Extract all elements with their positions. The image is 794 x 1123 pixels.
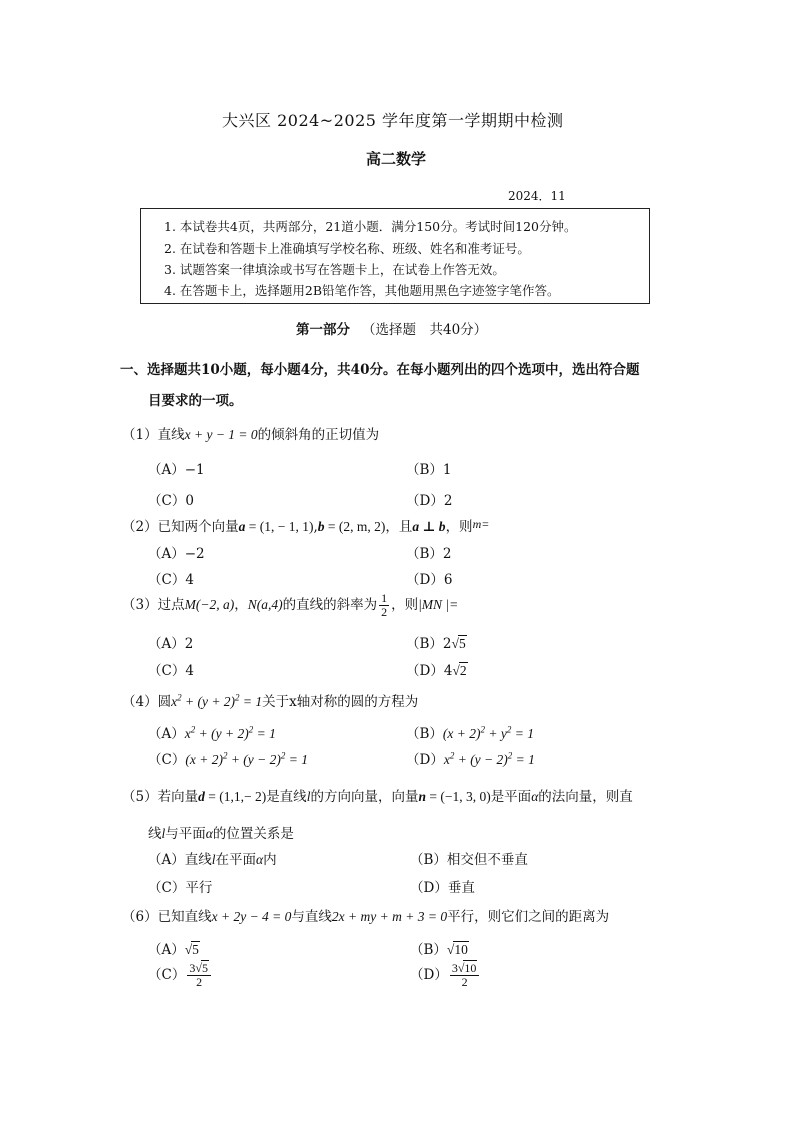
q6-a-label: （A）	[148, 942, 185, 958]
q4-a-equation: $x^2 + (y + 2)^2 = 1$	[184, 724, 276, 741]
q2-vector-b-value: = (2, m, 2)	[324, 519, 386, 534]
q2-option-a: （A）−2	[148, 546, 205, 562]
q5-line2-l: l	[161, 826, 166, 841]
q5-text-mid3: 是平面	[490, 789, 532, 805]
q3-option-c: （C）4	[148, 663, 194, 679]
q6-c-label: （C）	[148, 967, 186, 983]
q3-text-post: ，则	[391, 597, 419, 613]
question-6	[122, 905, 609, 925]
q6-b-sqrt: √10	[446, 942, 468, 957]
q5-text-pre: 若向量	[157, 789, 199, 805]
q5-a-pre: （A）直线	[148, 852, 212, 868]
q2-option-b: （B）2	[406, 546, 452, 562]
q3-text-pre: 过点	[157, 597, 185, 613]
q1-text-post: 的倾斜角的正切值为	[257, 427, 380, 443]
q6-d-fraction	[450, 962, 480, 989]
q4-number: （4）	[122, 694, 158, 710]
q6-text-pre: 已知直线	[157, 909, 212, 925]
q1-number: （1）	[122, 427, 158, 443]
question-2: （2）已知两个向量a = (1, − 1, 1),b = (2, m, 2)，且a ⊥ b，则m=	[122, 517, 490, 535]
q6-a-radicand: 5	[192, 942, 199, 957]
q3-frac-den: 2	[381, 605, 388, 619]
exam-date: 2024．11	[508, 189, 566, 203]
q6-d-label: （D）	[410, 967, 448, 983]
notice-line-4: 4. 在答题卡上，选择题用2B铅笔作答，其他题用黑色字迹签字笔作答。	[164, 283, 560, 298]
q5-vector-d: d	[198, 789, 205, 804]
part-note: （选择题 共40分）	[362, 322, 488, 338]
q5-option-a	[148, 848, 277, 868]
q1-option-a: （A）−1	[148, 462, 205, 478]
q5-option-c: （C）平行	[148, 880, 213, 896]
q4-c-label: （C）	[148, 752, 186, 768]
q6-text-post: 平行，则它们之间的距离为	[447, 909, 610, 925]
exam-title: 大兴区 2024~2025 学年度第一学期期中检测	[222, 111, 564, 130]
q6-c-radicand: 5	[201, 961, 208, 975]
q5-vector-n: n	[418, 789, 426, 804]
q6-equation-1: x + 2y − 4 = 0	[211, 909, 292, 924]
q2-option-c: （C）4	[148, 572, 194, 588]
q6-equation-2: 2x + my + m + 3 = 0	[331, 909, 448, 924]
q6-c-fraction	[187, 962, 211, 989]
q6-option-c	[148, 962, 213, 989]
q2-text-mid: ，且	[385, 519, 413, 535]
q4-option-d	[406, 748, 535, 768]
q4-a-label: （A）	[148, 726, 185, 742]
q2-vector-a: a	[238, 519, 246, 534]
q3-option-a: （A）2	[148, 636, 194, 652]
q6-d-denominator: 2	[461, 975, 468, 989]
q4-b-label: （B）	[406, 726, 443, 742]
q4-option-a	[148, 722, 276, 742]
q4-option-c	[148, 748, 308, 768]
q4-text-post: 关于x轴对称的圆的方程为	[262, 694, 419, 710]
q5-option-b: （B）相交但不垂直	[410, 852, 528, 868]
q1-option-d: （D）2	[406, 493, 453, 509]
notice-line-1: 1. 本试卷共4页，共两部分，21道小题．满分150分。考试时间120分钟。	[164, 219, 577, 234]
q5-plane-alpha: α	[531, 789, 539, 804]
q6-b-radicand: 10	[454, 942, 468, 957]
q3-d-sqrt: √2	[452, 663, 467, 678]
question-5-line2	[148, 822, 294, 842]
q3-separator: ，	[234, 597, 248, 613]
q2-unknown: m=	[472, 517, 490, 531]
q2-option-d: （D）6	[406, 572, 453, 588]
q3-b-label: （B）2	[406, 636, 452, 652]
q5-a-l: l	[211, 852, 216, 867]
q6-c-numerator: 3√5	[187, 962, 211, 976]
q1-option-b: （B）1	[406, 462, 452, 478]
q5-line2-pre: 线	[148, 826, 162, 842]
q5-a-mid: 在平面	[215, 852, 257, 868]
notice-line-2: 2. 在试卷和答题卡上准确填写学校名称、班级、姓名和准考证号。	[164, 241, 530, 256]
q5-option-d: （D）垂直	[410, 880, 475, 896]
q5-text-mid4: 的法向量，则直	[538, 789, 633, 805]
subject-title: 高二数学	[366, 150, 427, 168]
q5-a-alpha: α	[256, 852, 264, 867]
q3-fraction	[379, 592, 389, 619]
question-3	[122, 592, 458, 619]
q3-d-radicand: 2	[459, 663, 467, 678]
q3-d-label: （D）4	[406, 663, 453, 679]
q6-c-coef: 3	[189, 961, 196, 975]
q5-text-mid1: 是直线	[266, 789, 307, 805]
q2-perp: a ⊥ b	[412, 519, 446, 534]
q5-line2-post: 的位置关系是	[212, 826, 294, 842]
q2-number: （2）	[122, 519, 158, 535]
q3-b-sqrt: √5	[451, 636, 466, 651]
q6-d-coef: 3	[451, 961, 458, 975]
q6-option-a	[148, 938, 200, 958]
q6-number: （6）	[122, 909, 158, 925]
q3-abs: |MN |=	[418, 597, 459, 612]
q5-a-post: 内	[263, 852, 277, 868]
q4-d-label: （D）	[406, 752, 444, 768]
q5-number: （5）	[122, 789, 158, 805]
q6-c-denominator: 2	[196, 975, 203, 989]
question-4	[122, 690, 418, 710]
q3-b-radicand: 5	[458, 636, 466, 651]
q2-text-pre: 已知两个向量	[157, 519, 239, 535]
q4-option-b	[406, 722, 534, 742]
q4-text-pre: 圆	[157, 694, 172, 710]
q5-vector-d-value: = (1,1,− 2)	[204, 789, 267, 804]
q4-d-equation: $x^2 + (y - 2)^2 = 1$	[443, 750, 535, 767]
part-heading	[296, 318, 487, 338]
notice-line-3: 3. 试题答案一律填涂或书写在答题卡上，在试卷上作答无效。	[164, 262, 505, 277]
q5-line2-alpha: α	[205, 826, 213, 841]
q4-c-equation: $(x + 2)^2 + (y - 2)^2 = 1$	[185, 750, 309, 767]
q4-b-equation: $(x + 2)^2 + y^2 = 1$	[442, 724, 534, 741]
notice-box	[140, 208, 650, 304]
q4-circle-equation: $x^2 + (y + 2)^2 = 1$	[171, 692, 263, 709]
q1-option-c: （C）0	[148, 493, 194, 509]
question-1	[122, 423, 379, 443]
q5-vector-n-value: = (−1, 3, 0)	[425, 789, 491, 804]
section-instruction-line1: 一、选择题共10小题，每小题4分，共40分。在每小题列出的四个选项中，选出符合题	[120, 362, 640, 378]
q3-text-mid: 的直线的斜率为	[282, 597, 378, 613]
section-instruction-line2: 目要求的一项。	[148, 393, 243, 409]
q5-text-mid2: 的方向向量，向量	[310, 789, 419, 805]
q6-option-b	[410, 938, 469, 958]
q2-vector-a-value: = (1, − 1, 1)	[245, 519, 314, 534]
q6-d-numerator: 3√10	[450, 962, 480, 976]
q3-number: （3）	[122, 597, 158, 613]
q6-text-mid: 与直线	[291, 909, 332, 925]
q1-text-pre: 直线	[157, 427, 185, 443]
q2-text-post: ，则	[445, 519, 473, 535]
q3-frac-num: 1	[381, 591, 388, 605]
q3-point-n: N(a,4)	[247, 597, 283, 612]
part-title: 第一部分	[296, 322, 350, 338]
q5-line-l: l	[306, 789, 311, 804]
q6-a-sqrt: √5	[184, 942, 199, 957]
q6-b-label: （B）	[410, 942, 447, 958]
q2-vector-b: b	[317, 519, 325, 534]
q6-option-d	[410, 962, 481, 989]
q5-line2-mid: 与平面	[165, 826, 206, 842]
q6-d-radicand: 10	[464, 961, 477, 975]
q3-point-m: M(−2, a)	[184, 597, 235, 612]
q3-option-d	[406, 659, 468, 679]
question-5	[122, 785, 633, 805]
q3-option-b	[406, 632, 467, 652]
q1-equation: x + y − 1 = 0	[184, 427, 258, 442]
